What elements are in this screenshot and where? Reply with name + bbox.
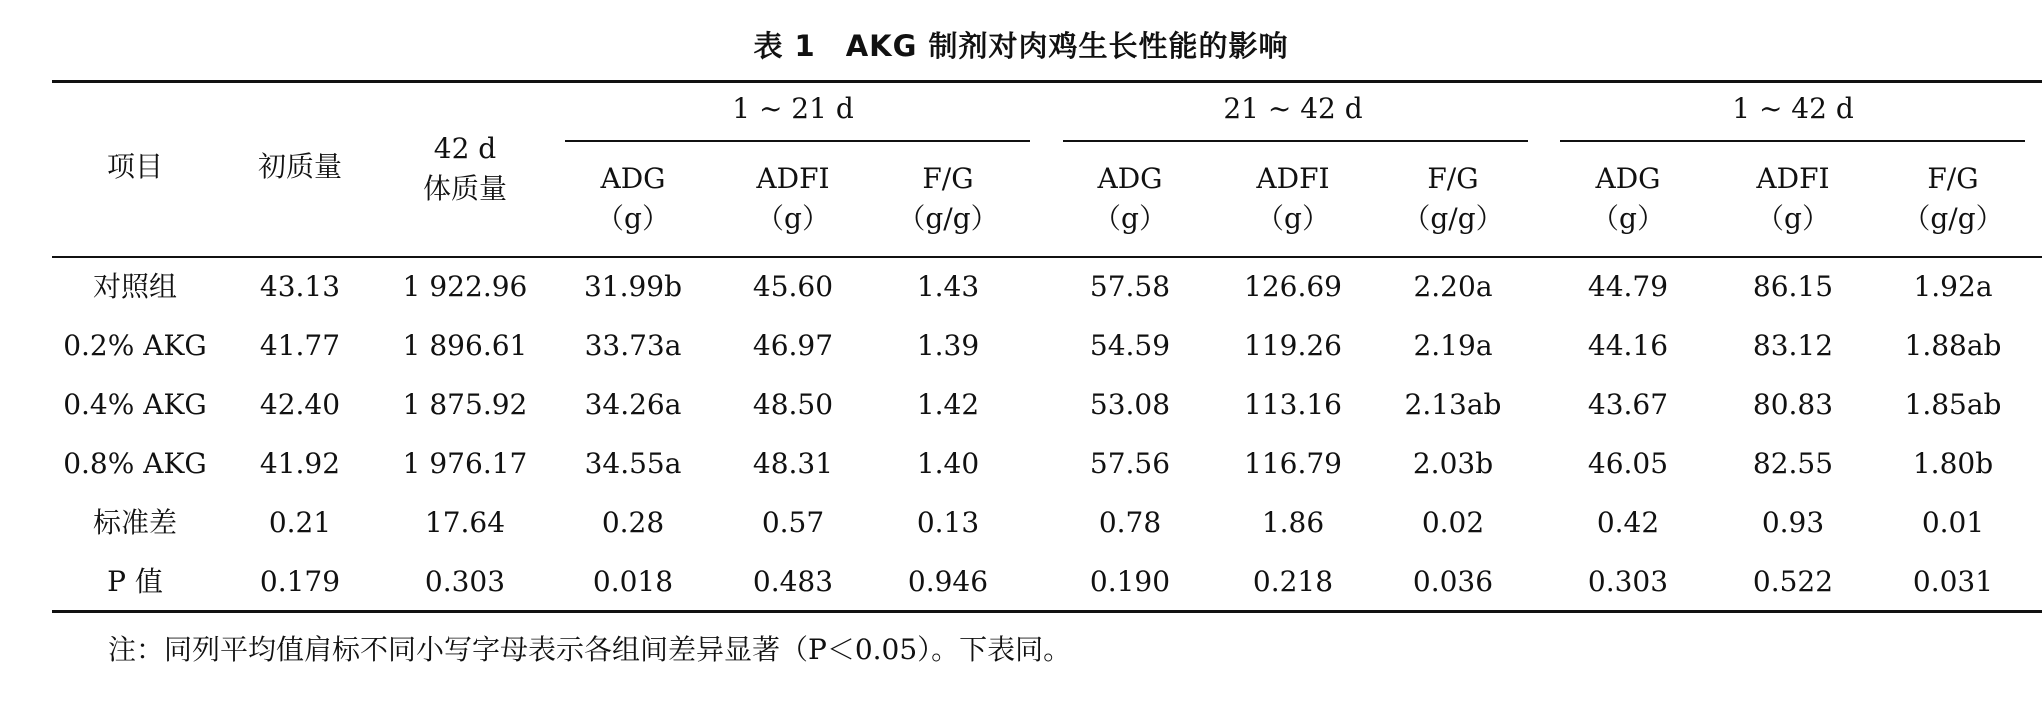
table-cell: 116.79 [1244, 447, 1342, 480]
table-cell: 1.43 [916, 270, 980, 303]
table-caption: 表 1 AKG 制剂对肉鸡生长性能的影响 [753, 29, 1289, 63]
header-adfi-unit-1: （g） [756, 202, 830, 235]
table-cell: 0.031 [1912, 565, 1994, 598]
table-cell: 2.03b [1412, 447, 1494, 480]
table-cell: 119.26 [1244, 329, 1342, 362]
row-label: 0.2% AKG [63, 329, 207, 362]
table-cell: 54.59 [1089, 329, 1171, 362]
table-cell: 1.42 [916, 388, 980, 421]
table-cell: 0.190 [1089, 565, 1171, 598]
header-fg-unit-2: （g/g） [1402, 202, 1504, 235]
table-cell: 1.86 [1261, 506, 1325, 539]
header-adfi-unit-3: （g） [1756, 202, 1830, 235]
row-label: 标准差 [92, 506, 177, 539]
header-initial-weight: 初质量 [257, 150, 342, 183]
header-adg-3: ADG [1595, 162, 1661, 195]
header-group-3: 1 ~ 42 d [1732, 92, 1854, 125]
header-adg-unit-3: （g） [1591, 202, 1665, 235]
header-adfi-2: ADFI [1256, 162, 1330, 195]
table-cell: 43.67 [1587, 388, 1669, 421]
table-cell: 1.39 [916, 329, 980, 362]
table-cell: 44.16 [1587, 329, 1669, 362]
header-fg-2: F/G [1427, 162, 1479, 195]
row-label: 0.4% AKG [63, 388, 207, 421]
table-note: 注：同列平均值肩标不同小写字母表示各组间差异显著（P＜0.05）。下表同。 [108, 633, 1072, 666]
table-cell: 53.08 [1089, 388, 1171, 421]
table-cell: 41.77 [259, 329, 341, 362]
table-cell: 86.15 [1752, 270, 1834, 303]
header-adg-unit-1: （g） [596, 202, 670, 235]
header-adg-2: ADG [1097, 162, 1163, 195]
header-fg-3: F/G [1927, 162, 1979, 195]
header-adg-1: ADG [600, 162, 666, 195]
header-adg-unit-2: （g） [1093, 202, 1167, 235]
table-cell: 1.92a [1913, 270, 1993, 303]
table-cell: 0.946 [907, 565, 989, 598]
table-cell: 2.20a [1413, 270, 1493, 303]
header-fg-unit-3: （g/g） [1902, 202, 2004, 235]
table-cell: 17.64 [424, 506, 506, 539]
table-cell: 80.83 [1752, 388, 1834, 421]
header-adfi-3: ADFI [1756, 162, 1830, 195]
top-rule [52, 80, 2042, 83]
table-cell: 0.179 [259, 565, 341, 598]
group-rule-2 [1063, 140, 1528, 142]
table-cell: 57.58 [1089, 270, 1171, 303]
table-cell: 1.88ab [1904, 329, 2002, 362]
table-cell: 0.483 [752, 565, 834, 598]
table-cell: 0.13 [916, 506, 980, 539]
table-cell: 34.26a [584, 388, 682, 421]
header-final-weight-line2: 体质量 [422, 172, 507, 205]
header-rule [52, 256, 2042, 258]
table-cell: 82.55 [1752, 447, 1834, 480]
table-cell: 0.02 [1421, 506, 1485, 539]
table-cell: 0.018 [592, 565, 674, 598]
table-cell: 0.036 [1412, 565, 1494, 598]
row-label: 0.8% AKG [63, 447, 207, 480]
table-cell: 0.01 [1921, 506, 1985, 539]
bottom-rule [52, 610, 2042, 613]
header-group-1: 1 ~ 21 d [732, 92, 854, 125]
table-cell: 83.12 [1752, 329, 1834, 362]
table-cell: 33.73a [584, 329, 682, 362]
header-fg-unit-1: （g/g） [897, 202, 999, 235]
header-group-2: 21 ~ 42 d [1223, 92, 1363, 125]
table-cell: 1.85ab [1904, 388, 2002, 421]
table-cell: 0.93 [1761, 506, 1825, 539]
table-cell: 1 875.92 [402, 388, 528, 421]
table-cell: 1 976.17 [402, 447, 528, 480]
table-cell: 44.79 [1587, 270, 1669, 303]
table-cell: 1.80b [1912, 447, 1994, 480]
table-cell: 48.31 [752, 447, 834, 480]
table-cell: 0.78 [1098, 506, 1162, 539]
table-cell: 0.57 [761, 506, 825, 539]
table-cell: 0.21 [268, 506, 332, 539]
header-adfi-unit-2: （g） [1256, 202, 1330, 235]
header-adfi-1: ADFI [756, 162, 830, 195]
table-cell: 2.13ab [1404, 388, 1502, 421]
table-cell: 1.40 [916, 447, 980, 480]
table-cell: 43.13 [259, 270, 341, 303]
table-cell: 113.16 [1244, 388, 1342, 421]
table-cell: 0.28 [601, 506, 665, 539]
table-cell: 2.19a [1413, 329, 1493, 362]
table-cell: 57.56 [1089, 447, 1171, 480]
table-cell: 31.99b [583, 270, 683, 303]
table-cell: 41.92 [259, 447, 341, 480]
table-cell: 48.50 [752, 388, 834, 421]
group-rule-3 [1560, 140, 2025, 142]
header-fg-1: F/G [922, 162, 974, 195]
row-label: 对照组 [92, 270, 177, 303]
table-cell: 46.05 [1587, 447, 1669, 480]
table-cell: 0.303 [424, 565, 506, 598]
table-cell: 0.522 [1752, 565, 1834, 598]
header-final-weight-line1: 42 d [433, 132, 497, 165]
table-cell: 0.303 [1587, 565, 1669, 598]
group-rule-1 [565, 140, 1030, 142]
table-cell: 0.218 [1252, 565, 1334, 598]
table-cell: 1 922.96 [402, 270, 528, 303]
table-cell: 0.42 [1596, 506, 1660, 539]
table-cell: 1 896.61 [402, 329, 528, 362]
header-item: 项目 [106, 150, 163, 183]
table-cell: 34.55a [584, 447, 682, 480]
table-cell: 126.69 [1244, 270, 1342, 303]
table-cell: 42.40 [259, 388, 341, 421]
row-label: P 值 [107, 565, 163, 598]
table-cell: 45.60 [752, 270, 834, 303]
table-cell: 46.97 [752, 329, 834, 362]
